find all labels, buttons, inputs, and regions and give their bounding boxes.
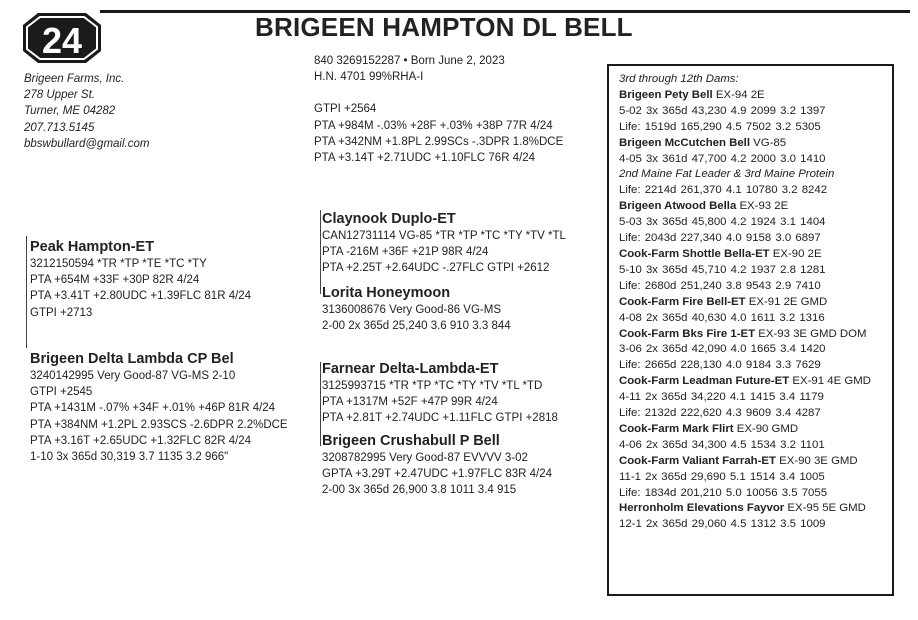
dam-name: Brigeen Atwood Bella (619, 200, 737, 213)
dam-name: Cook-Farm Fire Bell-ET (619, 295, 746, 308)
animal-info-line: H.N. 4701 99%RHA-I (314, 71, 424, 84)
pedigree-line: PTA +2.25T +2.64UDC -.27FLC GTPI +2612 (322, 262, 550, 275)
dam-name: Cook-Farm Mark Flirt (619, 422, 734, 435)
animal-info-line: 840 3269152287 • Born June 2, 2023 (314, 55, 505, 67)
pedigree-line: 3125993715 *TR *TP *TC *TY *TV *TL *TD (322, 380, 543, 392)
pedigree-bracket-sire (26, 236, 27, 348)
dam-entry-name (619, 374, 892, 390)
dam-record-line: Life: 2214d 261,370 4.1 10780 3.2 8242 (619, 184, 828, 197)
dam-record-line: Life: 1519d 165,290 4.5 7502 3.2 5305 (619, 120, 821, 133)
dam-classification: EX-91 4E GMD (789, 375, 871, 388)
dam-classification: EX-90 3E GMD (775, 454, 858, 467)
dam-classification: EX-94 2E (712, 88, 765, 101)
sire-block (30, 238, 251, 321)
consignor-line: Turner, ME 04282 (24, 105, 116, 118)
animal-info-line: PTA +984M -.03% +28F +.03% +38P 77R 4/24 (314, 119, 553, 132)
pedigree-name: Peak Hampton-ET (30, 239, 155, 255)
dam-record-line: Life: 1834d 201,210 5.0 10056 3.5 7055 (619, 486, 828, 499)
pedigree-line: PTA +3.41T +2.80UDC +1.39FLC 81R 4/24 (30, 290, 252, 303)
dam-entry-name (619, 327, 892, 343)
dam-entry-name (619, 295, 892, 311)
dam-block (30, 350, 288, 465)
pedigree-line: 3136008676 Very Good-86 VG-MS (322, 304, 502, 316)
dam-entry-name (619, 454, 892, 470)
dam-name: Brigeen McCutchen Bell (619, 136, 751, 149)
dam-record-line: 11-1 2x 365d 29,690 5.1 1514 3.4 1005 (619, 470, 825, 483)
consignor-line: Brigeen Farms, Inc. (24, 73, 125, 85)
lot-number: 24 (41, 20, 83, 61)
sires-dam-block (322, 284, 511, 334)
dams-dam-block (322, 432, 552, 499)
pedigree-line: PTA +3.16T +2.65UDC +1.32FLC 82R 4/24 (30, 434, 252, 447)
dam-name: Cook-Farm Bks Fire 1-ET (619, 327, 756, 340)
extended-dams-box (607, 64, 894, 596)
animal-name-title: BRIGEEN HAMPTON DL BELL (255, 12, 633, 42)
dam-entry-name (619, 199, 892, 215)
dam-entry-name (619, 136, 892, 152)
dams-sire-block (322, 360, 558, 427)
dam-entry-name (619, 88, 892, 104)
pedigree-line: 3208782995 Very Good-87 EVVVV 3-02 (322, 452, 528, 464)
pedigree-line: PTA +654M +33F +30P 82R 4/24 (30, 274, 200, 287)
pedigree-line: 3212150594 *TR *TP *TE *TC *TY (30, 258, 207, 270)
pedigree-line: GTPI +2545 (30, 386, 93, 399)
dam-name: Cook-Farm Valiant Farrah-ET (619, 454, 776, 467)
pedigree-line: PTA +1317M +52F +47P 99R 4/24 (322, 396, 498, 409)
dam-entry-name (619, 247, 892, 263)
dam-entry-name (619, 501, 892, 517)
sires-sire-block (322, 210, 566, 277)
dam-note: 2nd Maine Fat Leader & 3rd Maine Protein (619, 168, 835, 181)
dams-header: 3rd through 12th Dams: (619, 73, 739, 85)
animal-info-line: PTA +3.14T +2.71UDC +1.10FLC 76R 4/24 (314, 152, 536, 165)
pedigree-line: PTA +2.81T +2.74UDC +1.11FLC GTPI +2818 (322, 412, 558, 425)
pedigree-line: PTA +1431M -.07% +34F +.01% +46P 81R 4/24 (30, 402, 276, 415)
animal-info-line (314, 85, 563, 101)
dam-record-line: 5-10 3x 365d 45,710 4.2 1937 2.8 1281 (619, 263, 826, 276)
dam-record-line: 3-06 2x 365d 42,090 4.0 1665 3.4 1420 (619, 343, 826, 356)
pedigree-line: 2-00 2x 365d 25,240 3.6 910 3.3 844 (322, 320, 511, 333)
consignor-line: 278 Upper St. (24, 89, 95, 102)
pedigree-name: Lorita Honeymoon (322, 285, 451, 301)
animal-info-line: GTPI +2564 (314, 103, 377, 116)
dam-record-line: 4-05 3x 361d 47,700 4.2 2000 3.0 1410 (619, 152, 826, 165)
dam-entry-name (619, 422, 892, 438)
pedigree-line: CAN12731114 VG-85 *TR *TP *TC *TY *TV *TL (322, 230, 566, 242)
consignor-block (24, 71, 149, 152)
pedigree-line: 2-00 3x 365d 26,900 3.8 1011 3.4 915 (322, 484, 517, 497)
pedigree-bracket-dams-side (320, 362, 321, 446)
dam-record-line: Life: 2043d 227,340 4.0 9158 3.0 6897 (619, 232, 821, 245)
dam-name: Cook-Farm Shottle Bella-ET (619, 247, 770, 260)
pedigree-line: GPTA +3.29T +2.47UDC +1.97FLC 83R 4/24 (322, 468, 553, 481)
dam-record-line: 5-02 3x 365d 43,230 4.9 2099 3.2 1397 (619, 104, 826, 117)
dam-name: Brigeen Pety Bell (619, 88, 713, 101)
animal-info-line: PTA +342NM +1.8PL 2.99SCs -.3DPR 1.8%DCE (314, 135, 564, 148)
dam-record-line: 4-08 2x 365d 40,630 4.0 1611 3.2 1316 (619, 311, 825, 324)
dam-record-line: Life: 2680d 251,240 3.8 9543 2.9 7410 (619, 279, 821, 292)
consignor-line: 207.713.5145 (24, 121, 95, 134)
dam-classification: EX-95 5E GMD (784, 502, 866, 515)
dam-classification: VG-85 (750, 136, 787, 149)
dam-name: Herronholm Elevations Fayvor (619, 502, 785, 515)
pedigree-bracket-sires-side (320, 210, 321, 294)
dam-record-line: Life: 2665d 228,130 4.0 9184 3.3 7629 (619, 359, 821, 372)
lot-number-badge (22, 12, 102, 64)
pedigree-name: Farnear Delta-Lambda-ET (322, 361, 499, 377)
dam-classification: EX-90 2E (769, 247, 822, 260)
animal-info-block (314, 53, 563, 166)
pedigree-line: PTA -216M +36F +21P 98R 4/24 (322, 246, 489, 259)
dam-name: Cook-Farm Leadman Future-ET (619, 375, 790, 388)
pedigree-line: 3240142995 Very Good-87 VG-MS 2-10 (30, 370, 236, 382)
consignor-line: bbswbullard@gmail.com (24, 137, 150, 150)
pedigree-name: Brigeen Crushabull P Bell (322, 433, 500, 449)
dam-record-line: 4-11 2x 365d 34,220 4.1 1415 3.4 1179 (619, 391, 824, 404)
dam-record-line: 5-03 3x 365d 45,800 4.2 1924 3.1 1404 (619, 216, 826, 229)
dam-classification: EX-93 3E GMD DOM (755, 327, 867, 340)
dam-classification: EX-91 2E GMD (745, 295, 828, 308)
dam-classification: EX-93 2E (736, 200, 789, 213)
pedigree-name: Brigeen Delta Lambda CP Bel (30, 351, 234, 367)
dam-record-line: 12-1 2x 365d 29,060 4.5 1312 3.5 1009 (619, 518, 826, 531)
dam-record-line: Life: 2132d 222,620 4.3 9609 3.4 4287 (619, 407, 821, 420)
pedigree-line: GTPI +2713 (30, 306, 93, 319)
pedigree-name: Claynook Duplo-ET (322, 211, 456, 227)
dam-classification: EX-90 GMD (733, 422, 799, 435)
pedigree-line: PTA +384NM +1.2PL 2.93SCS -2.6DPR 2.2%DCE (30, 418, 288, 431)
pedigree-line: 1-10 3x 365d 30,319 3.7 1135 3.2 966" (30, 451, 229, 464)
dam-record-line: 4-06 2x 365d 34,300 4.5 1534 3.2 1101 (619, 438, 825, 451)
